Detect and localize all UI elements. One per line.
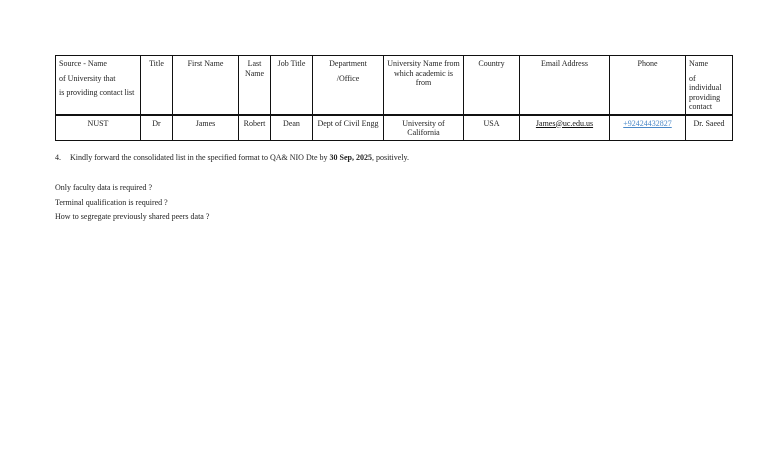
paragraph-text-end: , positively. [371, 153, 409, 162]
instruction-paragraph [55, 153, 409, 162]
header-contact-name-line: of individual providing contact [689, 73, 722, 111]
question-note: Terminal qualification is required ? [55, 198, 168, 207]
cell-title: Dr [141, 115, 173, 141]
header-job-title: Job Title [271, 56, 313, 115]
cell-job-title: Dean [271, 115, 313, 141]
cell-first-name: James [173, 115, 239, 141]
paragraph-text: Kindly forward the consolidated list in the specified format to QA& NIO Dte by [70, 153, 330, 162]
contact-list-table [55, 55, 733, 141]
paragraph-deadline: 30 Sep, 2025 [329, 153, 372, 162]
cell-source: NUST [56, 115, 141, 141]
header-last-name: Last Name [239, 56, 271, 115]
cell-department: Dept of Civil Engg [313, 115, 384, 141]
header-title: Title [141, 56, 173, 115]
header-source [56, 56, 141, 115]
cell-last-name: Robert [239, 115, 271, 141]
header-department-line: /Office [336, 73, 360, 83]
header-university: University Name from which academic is from [384, 56, 464, 115]
table-row [56, 115, 733, 141]
header-department-line: Department [329, 59, 367, 68]
cell-email [520, 115, 610, 141]
paragraph-number: 4. [55, 153, 61, 162]
header-phone: Phone [610, 56, 686, 115]
header-source-line: Source - Name [59, 59, 107, 68]
header-contact-name [686, 56, 733, 115]
header-country: Country [464, 56, 520, 115]
cell-university: University of California [384, 115, 464, 141]
header-email: Email Address [520, 56, 610, 115]
table-header-row [56, 56, 733, 115]
email-link[interactable]: James@uc.edu.us [535, 118, 594, 128]
header-first-name: First Name [173, 56, 239, 115]
cell-contact-name: Dr. Saeed [686, 115, 733, 141]
header-source-line: of University that [59, 73, 116, 83]
cell-phone [610, 115, 686, 141]
header-contact-name-line: Name [689, 59, 709, 68]
header-department [313, 56, 384, 115]
cell-country: USA [464, 115, 520, 141]
question-note: How to segregate previously shared peers data ? [55, 212, 210, 221]
phone-link[interactable]: +92424432827 [623, 118, 672, 128]
question-note: Only faculty data is required ? [55, 183, 153, 192]
header-source-line: is providing contact list [59, 88, 135, 97]
